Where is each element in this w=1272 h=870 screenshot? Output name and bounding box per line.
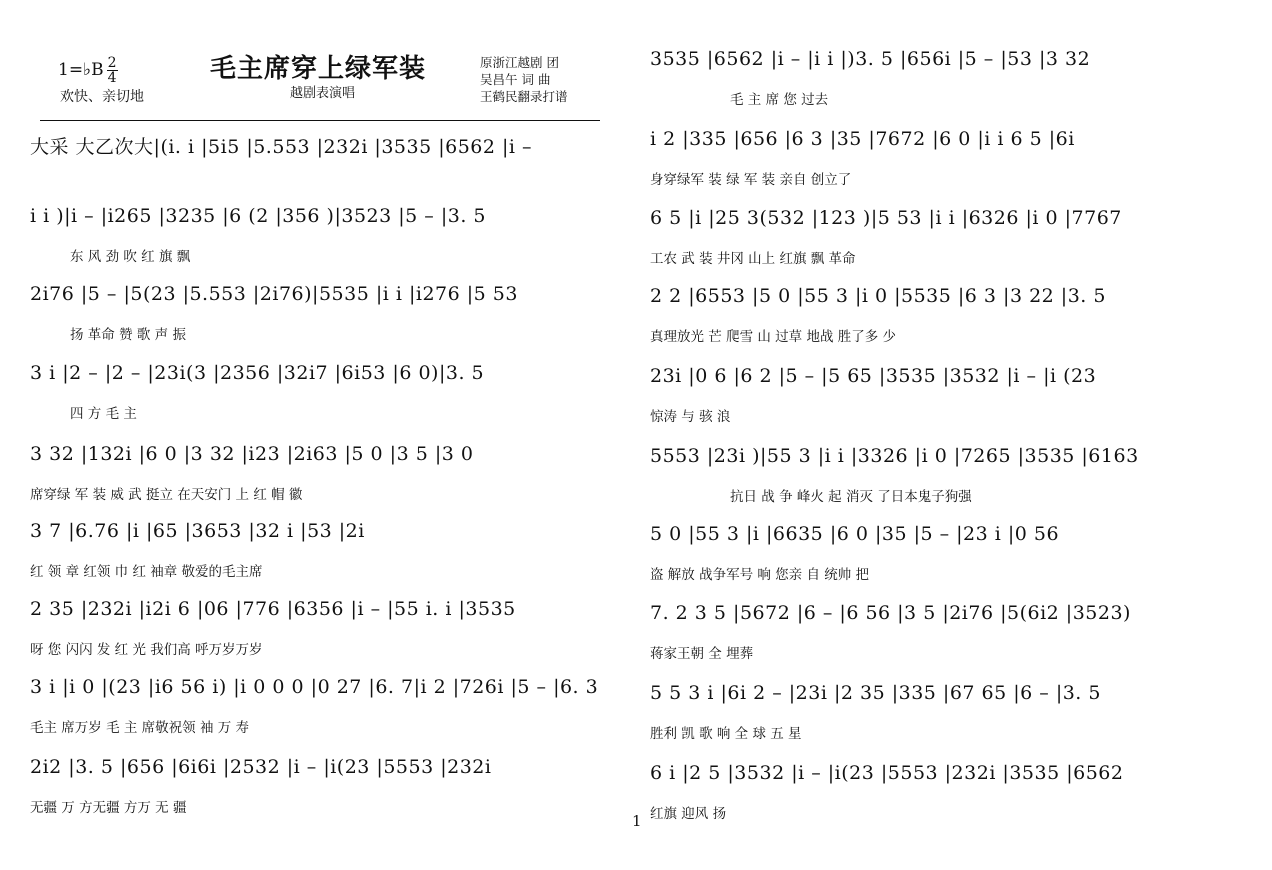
note-row: 3535 |6562 |i – |i i |)3. 5 |656i |5 – |53 |3 32 xyxy=(650,48,1091,70)
note-row: 5 5 3 i |6i 2 – |23i |2 35 |335 |67 65 |6 – |3. 5 xyxy=(650,682,1101,704)
music-system xyxy=(30,205,610,277)
note-row: 3 7 |6.76 |i |65 |3653 |32 i |53 |2i xyxy=(30,520,365,542)
lyric-row: 毛主 席万岁 毛 主 席敬祝领 袖 万 寿 xyxy=(30,720,250,736)
music-system xyxy=(650,285,1230,357)
note-row: 3 i |i 0 |(23 |i6 56 i) |i 0 0 0 |0 27 |6. 7|i 2 |726i |5 – |6. 3 xyxy=(30,676,599,698)
note-row: 3 32 |132i |6 0 |3 32 |i23 |2i63 |5 0 |3 5 |3 0 xyxy=(30,443,474,465)
music-system xyxy=(650,445,1230,517)
music-system xyxy=(30,283,610,355)
music-system xyxy=(650,128,1230,200)
note-row: 大采 大乙次大|(i. i |5i5 |5.553 |232i |3535 |6562 |i – xyxy=(30,136,533,158)
note-row: 6 i |2 5 |3532 |i – |i(23 |5553 |232i |3535 |6562 xyxy=(650,762,1124,784)
lyric-row: 红 领 章 红领 巾 红 袖章 敬爱的毛主席 xyxy=(30,564,263,580)
page-number: 1 xyxy=(632,812,642,830)
lyric-row: 盗 解放 战争军号 响 您亲 自 统帅 把 xyxy=(650,567,870,583)
credit-line-3: 王鹤民翻录打谱 xyxy=(480,89,568,104)
note-row: i 2 |335 |656 |6 3 |35 |7672 |6 0 |i i 6 5 |6i xyxy=(650,128,1075,150)
tempo-marking: 欢快、亲切地 xyxy=(60,89,144,105)
note-row: 5 0 |55 3 |i |6635 |6 0 |35 |5 – |23 i |0 56 xyxy=(650,523,1060,545)
lyric-row: 惊涛 与 骇 浪 xyxy=(650,409,731,425)
music-system xyxy=(30,598,610,670)
music-system xyxy=(650,365,1230,437)
key-signature-text: 1=♭B xyxy=(58,60,104,80)
music-system xyxy=(650,207,1230,279)
page-title: 毛主席穿上绿军装 xyxy=(210,54,427,84)
time-signature-numerator: 2 xyxy=(107,55,117,71)
music-system xyxy=(30,756,610,828)
lyric-row: 真理放光 芒 爬雪 山 过草 地战 胜了多 少 xyxy=(650,329,897,345)
lyric-row: 扬 革命 赞 歌 声 振 xyxy=(70,327,186,343)
note-row: 5553 |23i )|55 3 |i i |3326 |i 0 |7265 |3535 |6163 xyxy=(650,445,1139,467)
lyric-row: 呀 您 闪闪 发 红 光 我们高 呼万岁万岁 xyxy=(30,642,263,658)
credit-line-1: 原浙江越剧 团 xyxy=(480,55,559,70)
lyric-row xyxy=(30,172,610,198)
music-system xyxy=(30,676,610,748)
note-row: 3 i |2 – |2 – |23i(3 |2356 |32i7 |6i53 |6 0)|3. 5 xyxy=(30,362,485,384)
note-row: 2i2 |3. 5 |656 |6i6i |2532 |i – |i(23 |5553 |232i xyxy=(30,756,492,778)
music-system xyxy=(650,762,1230,834)
note-row: 6 5 |i |25 3(532 |123 )|5 53 |i i |6326 |i 0 |7767 xyxy=(650,207,1122,229)
right-music-column xyxy=(650,0,1250,870)
music-system xyxy=(650,523,1230,595)
music-system xyxy=(30,362,610,434)
lyric-row: 身穿绿军 装 绿 军 装 亲自 创立了 xyxy=(650,172,852,188)
lyric-row: 东 风 劲 吹 红 旗 飘 xyxy=(70,249,191,265)
note-row: i i )|i – |i265 |3235 |6 (2 |356 )|3523 |5 – |3. 5 xyxy=(30,205,486,227)
time-signature-denominator: 4 xyxy=(107,70,117,86)
lyric-row: 胜利 凯 歌 响 全 球 五 星 xyxy=(650,726,802,742)
note-row: 2i76 |5 – |5(23 |5.553 |2i76)|5535 |i i |i276 |5 53 xyxy=(30,283,518,305)
lyric-row: 抗日 战 争 峰火 起 消灭 了日本鬼子狗强 xyxy=(730,489,972,505)
lyric-row: 蒋家王朝 全 埋葬 xyxy=(650,646,754,662)
music-system xyxy=(30,443,610,515)
credit-line-2: 吴昌午 词 曲 xyxy=(480,72,551,87)
note-row: 7. 2 3 5 |5672 |6 – |6 56 |3 5 |2i76 |5(6i2 |3523) xyxy=(650,602,1131,624)
lyric-row: 毛 主 席 您 过去 xyxy=(730,92,829,108)
lyric-row: 席穿绿 军 装 威 武 挺立 在天安门 上 红 帽 徽 xyxy=(30,487,303,503)
note-row: 2 2 |6553 |5 0 |55 3 |i 0 |5535 |6 3 |3 22 |3. 5 xyxy=(650,285,1106,307)
music-system xyxy=(650,48,1230,120)
left-music-column xyxy=(30,0,630,870)
music-system xyxy=(30,132,610,204)
music-system xyxy=(650,602,1230,674)
music-system xyxy=(650,682,1230,754)
song-subtitle: 越剧表演唱 xyxy=(290,86,356,101)
lyric-row: 无疆 万 方无疆 方万 无 疆 xyxy=(30,800,187,816)
lyric-row: 四 方 毛 主 xyxy=(70,406,137,422)
music-system xyxy=(30,520,610,592)
lyric-row: 工农 武 装 井冈 山上 红旗 飘 革命 xyxy=(650,251,856,267)
note-row: 2 35 |232i |i2i 6 |06 |776 |6356 |i – |55 i. i |3535 xyxy=(30,598,516,620)
note-row: 23i |0 6 |6 2 |5 – |5 65 |3535 |3532 |i – |i (23 xyxy=(650,365,1097,387)
lyric-row: 红旗 迎风 扬 xyxy=(650,806,727,822)
